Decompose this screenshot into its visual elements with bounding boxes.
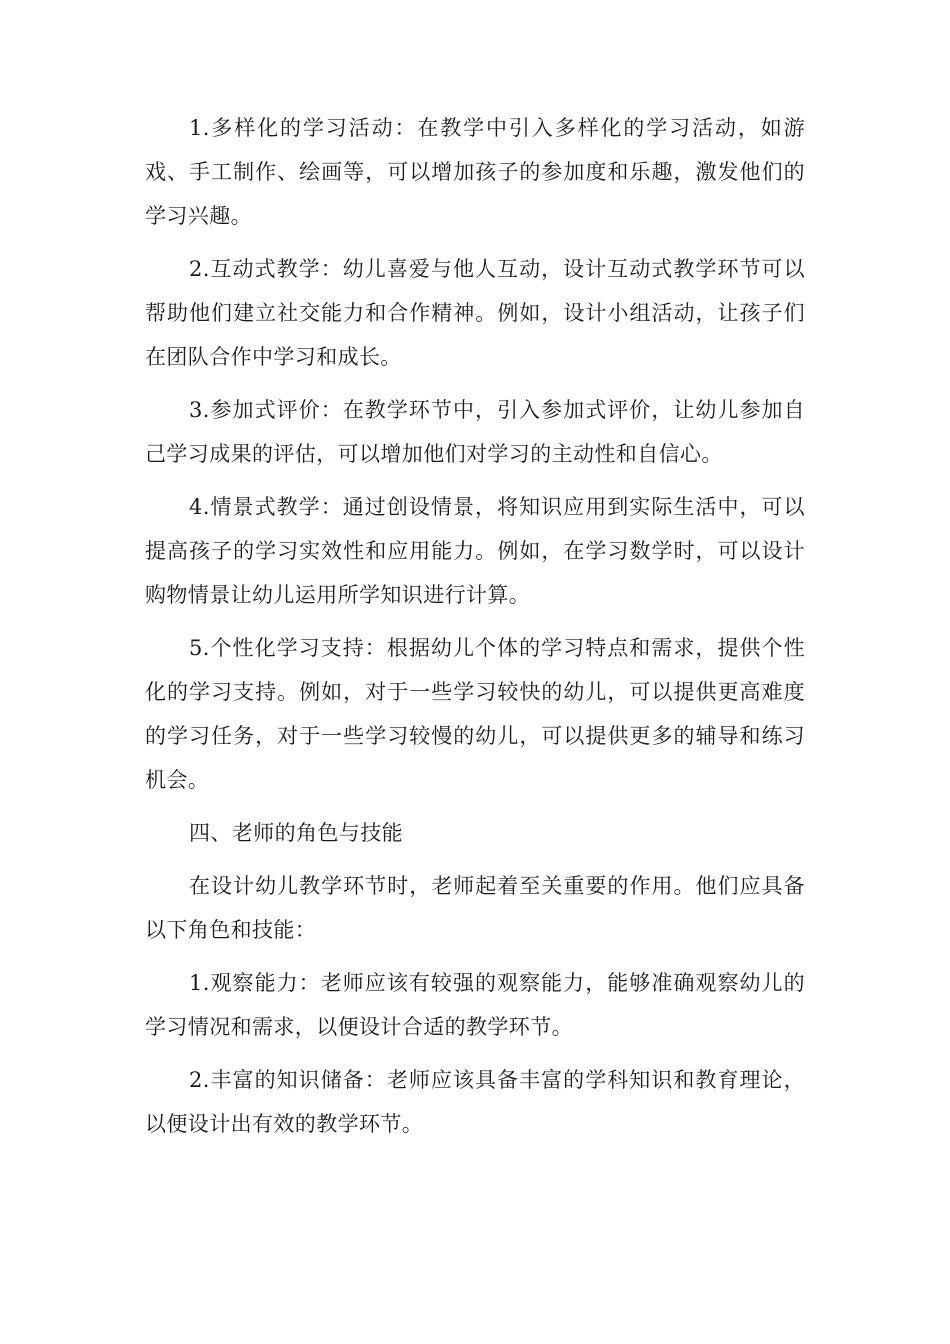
paragraph-diverse-activities: 1.多样化的学习活动：在教学中引入多样化的学习活动，如游戏、手工制作、绘画等，可以增加孩子的参加度和乐趣，激发他们的学习兴趣。	[145, 116, 805, 228]
section-heading-teacher-role: 四、老师的角色与技能	[189, 821, 403, 845]
paragraph-teacher-intro: 在设计幼儿教学环节时，老师起着至关重要的作用。他们应具备以下角色和技能：	[145, 874, 805, 942]
document-body	[145, 106, 805, 1155]
paragraph-observation-ability: 1.观察能力：老师应该有较强的观察能力，能够准确观察幼儿的学习情况和需求，以便设计合适的教学环节。	[145, 971, 805, 1039]
paragraph-knowledge-reserve: 2.丰富的知识储备：老师应该具备丰富的学科知识和教育理论，以便设计出有效的教学环节。	[145, 1068, 805, 1136]
paragraph-interactive-teaching: 2.互动式教学：幼儿喜爱与他人互动，设计互动式教学环节可以帮助他们建立社交能力和合作精神。例如，设计小组活动，让孩子们在团队合作中学习和成长。	[145, 257, 805, 369]
paragraph-participatory-evaluation: 3.参加式评价：在教学环节中，引入参加式评价，让幼儿参加自己学习成果的评估，可以增加他们对学习的主动性和自信心。	[145, 398, 805, 466]
paragraph-situational-teaching: 4.情景式教学：通过创设情景，将知识应用到实际生活中，可以提高孩子的学习实效性和应用能力。例如，在学习数学时，可以设计购物情景让幼儿运用所学知识进行计算。	[145, 495, 805, 607]
paragraph-personalized-support: 5.个性化学习支持：根据幼儿个体的学习特点和需求，提供个性化的学习支持。例如，对于一些学习较快的幼儿，可以提供更高难度的学习任务，对于一些学习较慢的幼儿，可以提供更多的辅导和练习机会。	[145, 636, 805, 792]
